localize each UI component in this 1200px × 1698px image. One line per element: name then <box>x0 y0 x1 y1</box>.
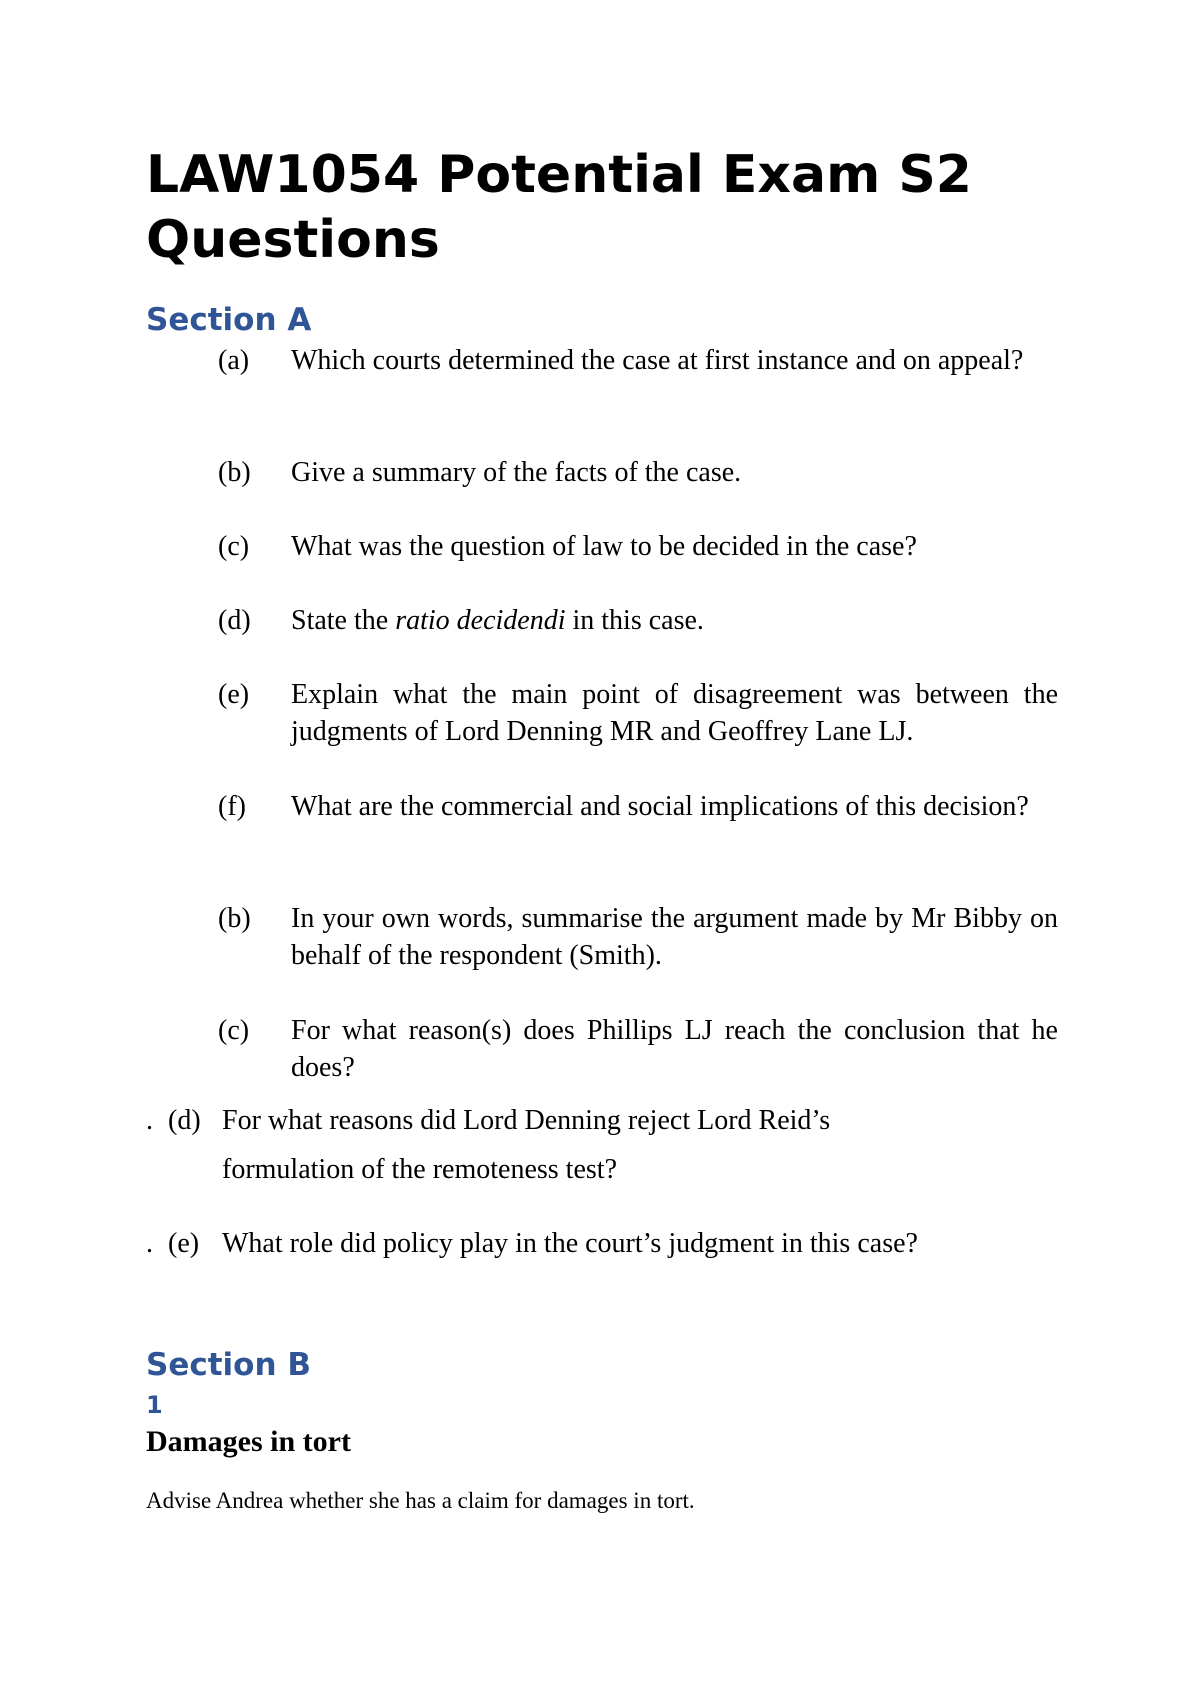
question-label: (a) <box>218 345 250 376</box>
question-text-line: What role did policy play in the court’s judgment in this case? <box>222 1228 918 1259</box>
question-text <box>291 602 1058 639</box>
latin-term: ratio decidendi <box>395 605 566 636</box>
question-text-line: For what reasons did Lord Denning reject Lord Reid’s <box>222 1105 831 1136</box>
question-subheading: Damages in tort <box>146 1425 351 1458</box>
list-marker: . <box>146 1105 153 1136</box>
question-text <box>218 1096 1058 1194</box>
question-text: Explain what the main point of disagreement was between the judgments of Lord Denning MR and Geoffrey Lane LJ. <box>291 679 1058 747</box>
page-title: LAW1054 Potential Exam S2 Questions <box>146 145 972 270</box>
question-text: What was the question of law to be decided in the case? <box>291 531 917 562</box>
question-label: (c) <box>218 1015 250 1046</box>
question-text: For what reason(s) does Phillips LJ reach the conclusion that he does? <box>291 1015 1058 1083</box>
question-text-start: State the <box>291 605 396 636</box>
question-label: (f) <box>218 791 246 822</box>
question-text: In your own words, summarise the argument made by Mr Bibby on behalf of the respondent (Smith). <box>291 903 1058 971</box>
list-marker: . <box>146 1228 153 1259</box>
question-label: (e) <box>218 679 250 710</box>
question-body: Advise Andrea whether she has a claim for damages in tort. <box>146 1488 695 1513</box>
question-number: 1 <box>146 1391 163 1419</box>
question-text: Which courts determined the case at first instance and on appeal? <box>291 345 1024 376</box>
section-a-heading: Section A <box>146 302 312 338</box>
question-label: (d) <box>168 1105 201 1136</box>
question-text-line: formulation of the remoteness test? <box>222 1154 617 1185</box>
question-label: (d) <box>218 605 251 636</box>
question-label: (b) <box>218 457 251 488</box>
question-label: (c) <box>218 531 250 562</box>
question-text: Give a summary of the facts of the case. <box>291 457 742 488</box>
question-text-end: in this case. <box>565 605 704 636</box>
question-label: (b) <box>218 903 251 934</box>
question-text <box>218 1219 1058 1268</box>
question-label: (e) <box>168 1228 200 1259</box>
section-b-heading: Section B <box>146 1347 311 1383</box>
question-text: What are the commercial and social implications of this decision? <box>291 791 1029 822</box>
